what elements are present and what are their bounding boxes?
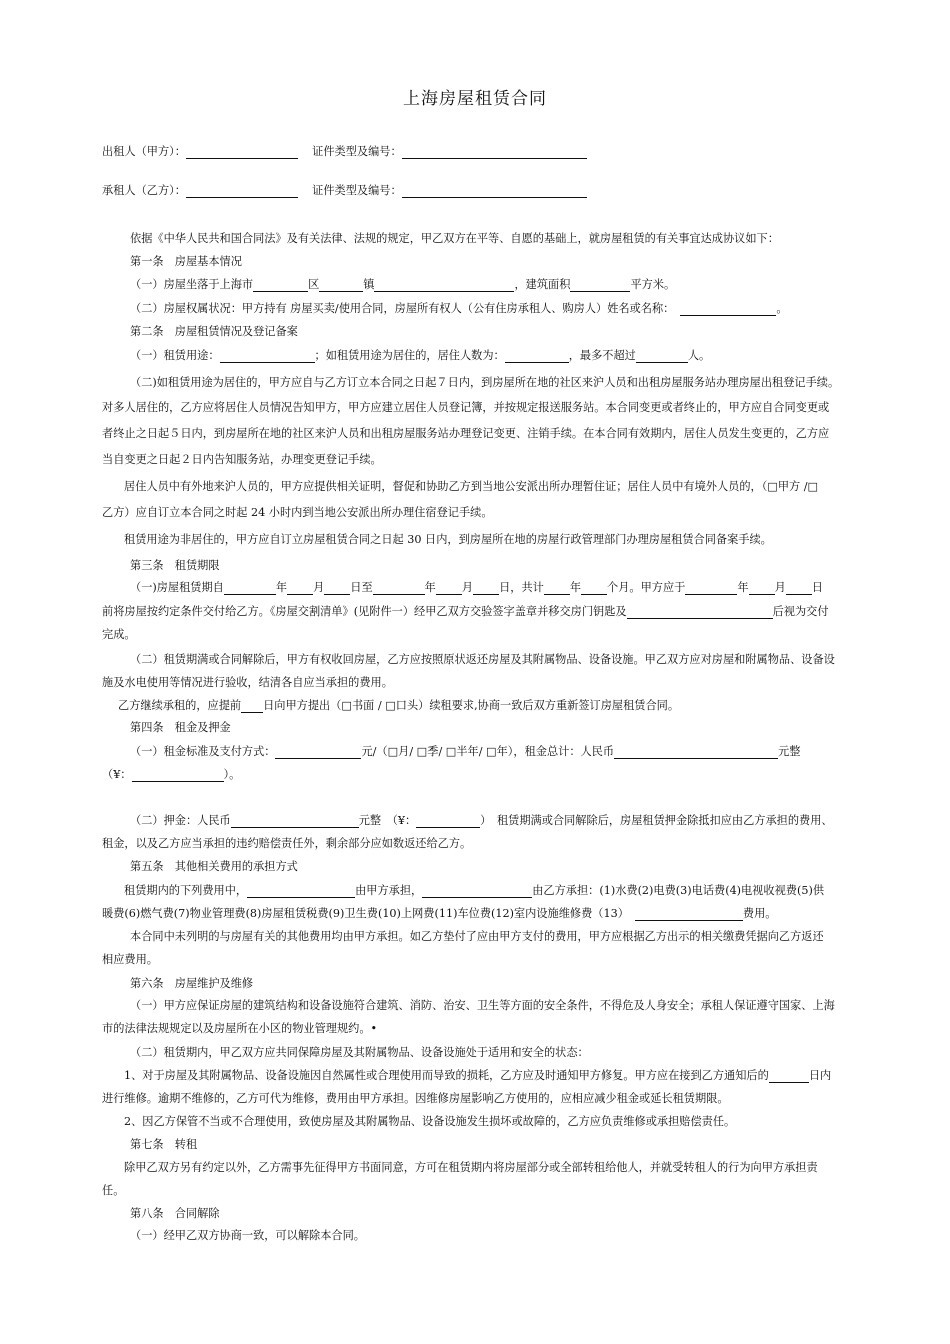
article-4-deposit — [130, 814, 833, 828]
start-day-blank[interactable] — [324, 582, 350, 595]
fees-list: 暖费(6)燃气费(7)物业管理费(8)房屋租赁税费(9)卫生费(10)上网费(11)车位费(12)室内设施维修费（13） — [102, 907, 629, 920]
repair-text: 1、对于房屋及其附属物品、设备设施因自然属性或合理使用而导致的损耗，乙方应及时通知甲方修复。甲方应在接到乙方通知后的 — [124, 1069, 769, 1082]
delivery-text: 前将房屋按约定条件交付给乙方。《房屋交割清单》(见附件一）经甲乙双方交验签字盖章并移交房门钥匙及 — [102, 605, 627, 618]
rent-label: （一）租金标准及支付方式： — [130, 745, 276, 758]
lessee-name-blank[interactable] — [186, 185, 298, 198]
article-6-safety-l1: （一）甲方应保证房屋的建筑结构和设备设施符合建筑、消防、治安、卫生等方面的安全条件，不得危及人身安全；承租人保证遵守国家、上海 — [130, 999, 835, 1012]
total-label: 日，共计 — [499, 581, 544, 594]
months-label: 个月。甲方应于 — [607, 581, 686, 594]
year-label: 年 — [569, 581, 582, 594]
total-month-blank[interactable] — [581, 582, 607, 595]
month-label: 月 — [774, 581, 786, 594]
lessor-fees-blank[interactable] — [247, 885, 355, 898]
article-6-safety-l2: 市的法律法规规定以及房屋所在小区的物业管理规约。• — [102, 1022, 378, 1035]
residents-label: ；如租赁用途为居住的，居住人数为： — [314, 349, 505, 362]
rent-yuan-blank[interactable] — [132, 769, 224, 782]
day-label: 日 — [811, 581, 823, 594]
article-4-deposit-l2: 租金，以及乙方应当承担的违约赔偿责任外，剩余部分应如数返还给乙方。 — [102, 837, 472, 850]
article-6-maintenance: （二）租赁期内，甲乙双方应共同保障房屋及其附属物品、设备设施处于适用和安全的状态： — [130, 1046, 589, 1059]
fees-end: 费用。 — [742, 907, 777, 920]
delivery-end: 后视为交付 — [772, 605, 829, 618]
town-blank[interactable] — [319, 279, 363, 292]
lessee-fees-blank[interactable] — [422, 885, 532, 898]
preamble: 依据《中华人民共和国合同法》及有关法律、法规的规定，甲乙双方在平等、自愿的基础上，就房屋租赁的有关事宜达成协议如下： — [130, 232, 779, 245]
lessor-fees-label: 由甲方承担， — [355, 884, 423, 897]
article-3-return-l1: （二）租赁期满或合同解除后，甲方有权收回房屋，乙方应按照原状返还房屋及其附属物品、设备设施。甲乙双方应对房屋和附属物品、设备设 — [130, 653, 835, 666]
lessor-id-label: 证件类型及编号： — [312, 145, 402, 158]
rent-yuan-end: ）。 — [223, 768, 241, 781]
article-5-other-l2: 相应费用。 — [102, 953, 158, 966]
article-6-repair-l2: 进行维修。逾期不维修的，乙方可代为维修，费用由甲方承担。因维修房屋影响乙方使用的，应相应减少租金或延长租赁期限。 — [102, 1092, 729, 1105]
article-6-damage: 2、因乙方保管不当或不合理使用，致使房屋及其附属物品、设备设施发生损坏或故障的，乙方应负责维修或承担赔偿责任。 — [124, 1115, 736, 1128]
to-label: 日至 — [350, 581, 373, 594]
lessor-label: 出租人（甲方）： — [102, 145, 186, 158]
rent-total-blank[interactable] — [614, 746, 778, 759]
article-1-ownership — [130, 302, 788, 316]
lessor-row — [102, 145, 587, 159]
article-8-termination: （一）经甲乙双方协商一致，可以解除本合同。 — [130, 1229, 365, 1242]
page-title: 上海房屋租赁合同 — [403, 89, 547, 109]
article-2-residents-l1: 居住人员中有外地来沪人员的，甲方应提供相关证明，督促和协助乙方到当地公安派出所办理暂住证；居住人员中有境外人员的，（□甲方 /□ — [124, 480, 819, 493]
end-day-blank[interactable] — [473, 582, 499, 595]
max-residents-blank[interactable] — [636, 350, 688, 363]
article-3-period — [130, 581, 823, 595]
area-blank[interactable] — [570, 279, 630, 292]
other-fee-blank[interactable] — [635, 908, 743, 921]
deposit-amount-blank[interactable] — [231, 815, 359, 828]
rent-period-options: 元/（□月/ □季/ □半年/ □年），租金总计：人民币 — [361, 745, 615, 758]
deposit-yuan-blank[interactable] — [416, 815, 480, 828]
delivery-month-blank[interactable] — [749, 582, 775, 595]
article-3-renewal — [118, 699, 679, 713]
district-blank[interactable] — [253, 279, 308, 292]
period-label: （一)房屋租赁期自 — [130, 581, 224, 594]
article-2-title: 第二条 房屋租赁情况及登记备案 — [130, 325, 298, 338]
article-2-usage — [130, 349, 710, 363]
lessor-id-blank[interactable] — [402, 146, 587, 159]
article-2-nonresidential: 租赁用途为非居住的，甲方应自订立房屋租赁合同之日起 30 日内，到房屋所在地的房屋行政管理部门办理房屋租赁合同备案手续。 — [124, 533, 772, 546]
year-label: 年 — [737, 581, 749, 594]
renewal-text: 乙方继续承租的，应提前 — [118, 699, 242, 712]
persons-unit: 人。 — [687, 349, 711, 362]
delivery-year-blank[interactable] — [685, 582, 737, 595]
start-month-blank[interactable] — [287, 582, 313, 595]
ownership-text: （二）房屋权属状况：甲方持有 房屋买卖/使用合同，房屋所有权人（公有住房承租人、购房人）姓名或名称： — [130, 302, 675, 315]
lessee-fees-label: 由乙方承担：(1)水费(2)电费(3)电话费(4)电视收视费(5)供 — [532, 884, 825, 897]
delivery-day-blank[interactable] — [786, 582, 812, 595]
deposit-label: （二）押金：人民币 — [130, 814, 231, 827]
keys-blank[interactable] — [627, 606, 773, 619]
article-3-delivery-l2 — [102, 605, 829, 619]
article-5-other-l1: 本合同中未列明的与房屋有关的其他费用均由甲方承担。如乙方垫付了应由甲方支付的费用，甲方应根据乙方出示的相关缴费凭据向乙方返还 — [130, 930, 824, 943]
town-label: 镇 — [363, 278, 375, 291]
article-4-title: 第四条 租金及押金 — [130, 721, 231, 734]
end-month-blank[interactable] — [436, 582, 462, 595]
article-5-title: 第五条 其他相关费用的承担方式 — [130, 860, 298, 873]
area-label: ，建筑面积 — [514, 278, 571, 291]
year-label: 年 — [424, 581, 436, 594]
article-6-title: 第六条 房屋维护及维修 — [130, 977, 254, 990]
article-2-registration-l2: 对多人居住的，乙方应将居住人员情况告知甲方，甲方应建立居住人员登记簿，并按规定报送服务站。本合同变更或者终止的，甲方应自合同变更或 — [102, 401, 830, 414]
article-7-sublease-l1: 除甲乙双方另有约定以外，乙方需事先征得甲方书面同意，方可在租赁期内将房屋部分或全部转租给他人，并就受转租人的行为向甲方承担责 — [124, 1161, 818, 1174]
start-year-blank[interactable] — [224, 582, 276, 595]
location-text: （一）房屋坐落于上海市 — [130, 278, 254, 291]
repair-days-blank[interactable] — [769, 1070, 809, 1083]
usage-label: （一）租赁用途： — [130, 349, 220, 362]
article-8-title: 第八条 合同解除 — [130, 1207, 220, 1220]
rent-amount-blank[interactable] — [275, 746, 361, 759]
renewal-days-blank[interactable] — [241, 700, 263, 713]
rent-yuan-label: （¥： — [102, 768, 132, 781]
article-1-title: 第一条 房屋基本情况 — [130, 255, 242, 268]
article-2-registration-l4: 当自变更之日起２日内告知服务站，办理变更登记手续。 — [102, 453, 382, 466]
rent-total-unit: 元整 — [778, 745, 801, 758]
article-4-rent-l2 — [102, 768, 240, 782]
article-5-fees-l2 — [102, 907, 776, 921]
article-2-registration-l3: 者终止之日起５日内，到房屋所在地的社区来沪人员和出租房屋服务站办理登记变更、注销手续。在本合同有效期内，居住人员发生变更的，乙方应 — [102, 427, 830, 440]
fees-label: 租赁期内的下列费用中， — [124, 884, 248, 897]
lessee-id-blank[interactable] — [402, 185, 587, 198]
year-label: 年 — [275, 581, 288, 594]
article-2-residents-l2: 乙方）应自订立本合同之时起 24 小时内到当地公安派出所办理住宿登记手续。 — [102, 506, 493, 519]
lessee-row — [102, 184, 587, 198]
month-label: 月 — [461, 581, 474, 594]
address-blank[interactable] — [374, 279, 514, 292]
lessee-id-label: 证件类型及编号： — [312, 184, 402, 197]
article-1-location — [130, 278, 675, 292]
total-year-blank[interactable] — [544, 582, 570, 595]
article-3-delivery-l3: 完成。 — [102, 628, 136, 641]
article-5-fees — [124, 884, 824, 898]
article-4-rent — [130, 745, 800, 759]
article-7-sublease-l2: 任。 — [102, 1184, 125, 1197]
area-unit: 平方米。 — [630, 278, 676, 291]
lessee-label: 承租人（乙方）： — [102, 184, 186, 197]
deposit-text: ） 租赁期满或合同解除后，房屋租赁押金除抵扣应由乙方承担的费用、 — [480, 814, 833, 827]
deposit-yuan-label: 元整 （¥： — [358, 814, 417, 827]
repair-days-unit: 日内 — [808, 1069, 832, 1082]
month-label: 月 — [313, 581, 325, 594]
ownership-end: 。 — [776, 302, 788, 315]
renewal-end: 日向甲方提出（□书面 / □口头）续租要求,协商一致后双方重新签订房屋租赁合同。 — [263, 699, 680, 712]
district-label: 区 — [308, 278, 320, 291]
lessor-name-blank[interactable] — [186, 146, 298, 159]
article-2-registration-l1: （二)如租赁用途为居住的，甲方应自与乙方订立本合同之日起７日内，到房屋所在地的社区来沪人员和出租房屋服务站办理房屋出租登记手续。 — [130, 376, 840, 389]
owner-name-blank[interactable] — [680, 303, 776, 316]
article-3-return-l2: 施及水电使用等情况进行验收，结清各自应当承担的费用。 — [102, 676, 393, 689]
article-3-title: 第三条 租赁期限 — [130, 559, 220, 572]
usage-blank[interactable] — [220, 350, 315, 363]
max-residents-label: ，最多不超过 — [568, 349, 636, 362]
article-7-title: 第七条 转租 — [130, 1138, 198, 1151]
article-6-repair-l1 — [124, 1069, 831, 1083]
residents-blank[interactable] — [505, 350, 569, 363]
end-year-blank[interactable] — [373, 582, 425, 595]
